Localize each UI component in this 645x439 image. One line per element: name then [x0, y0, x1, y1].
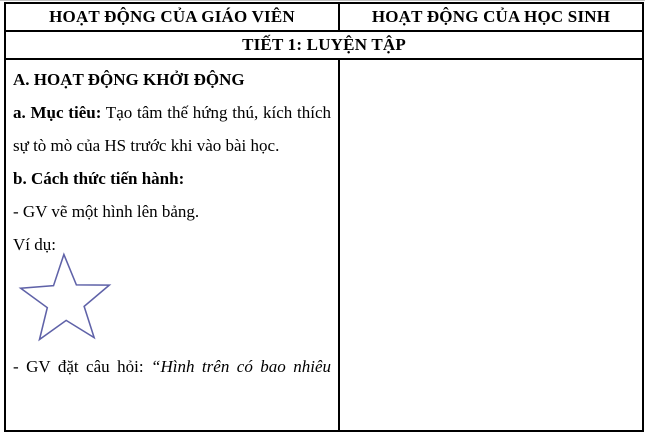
objective-text: Tạo tâm thế hứng thú, kích thích sự tò mò của HS trước khi vào bài học. [13, 103, 331, 155]
header-student-activities: HOẠT ĐỘNG CỦA HỌC SINH [339, 3, 643, 31]
lesson-plan-table [4, 2, 644, 432]
section-title-cell: TIẾT 1: LUYỆN TẬP [5, 31, 643, 59]
five-point-star-icon [20, 253, 112, 340]
activity-heading: A. HOẠT ĐỘNG KHỞI ĐỘNG [13, 70, 245, 89]
question-prefix: - GV đặt câu hỏi: [13, 357, 152, 376]
example-label: Ví dụ: [13, 235, 56, 254]
page-top-artifact [0, 0, 645, 1]
question-paragraph [13, 350, 331, 383]
question-quote: “Hình trên có bao nhiêu [151, 357, 332, 376]
content-row [5, 59, 643, 431]
teacher-activities-cell [5, 59, 339, 431]
objective-paragraph [13, 96, 331, 162]
student-activities-cell [339, 59, 643, 431]
objective-label: a. Mục tiêu: [13, 103, 102, 122]
star-figure [17, 252, 331, 350]
header-teacher-activities: HOẠT ĐỘNG CỦA GIÁO VIÊN [5, 3, 339, 31]
step-draw-text: - GV vẽ một hình lên bảng. [13, 202, 200, 221]
table-header-row [5, 3, 643, 31]
section-title-row [5, 31, 643, 59]
method-heading: b. Cách thức tiến hành: [13, 169, 185, 188]
